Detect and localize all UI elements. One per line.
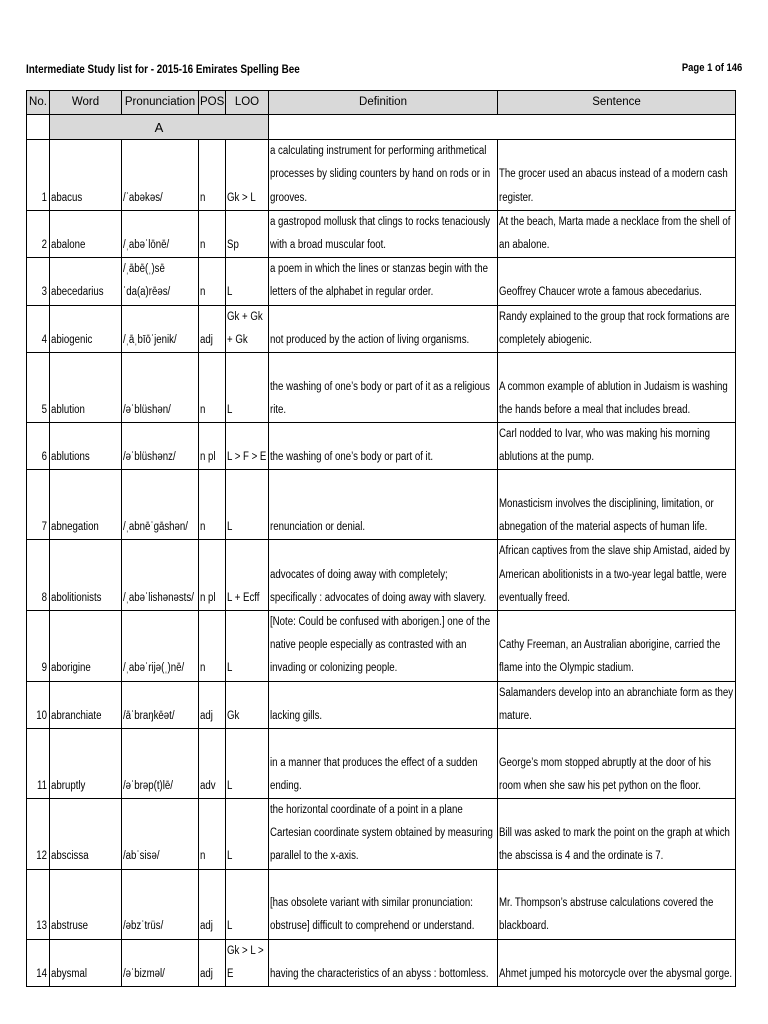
entry-definition: having the characteristics of an abyss : bottomless.	[269, 939, 498, 986]
entry-sentence: The grocer used an abacus instead of a modern cash register.	[498, 140, 736, 211]
study-list-table	[26, 90, 736, 987]
entry-pronunciation: /āˈbraŋkēət/	[122, 681, 199, 728]
entry-definition: a poem in which the lines or stanzas begin with the letters of the alphabet in regular order.	[269, 258, 498, 305]
entry-language-of-origin: L + Ecff	[226, 540, 269, 611]
entry-pos: adj	[199, 305, 226, 352]
entry-word: ablutions	[50, 423, 122, 470]
section-row	[27, 115, 736, 140]
entry-pronunciation: /ˌāˌbīōˈjenik/	[122, 305, 199, 352]
entry-definition: in a manner that produces the effect of a sudden ending.	[269, 729, 498, 799]
entry-pronunciation: /ˌābē(ˌ)sēˈda(a)rēəs/	[122, 258, 199, 305]
page-number: Page 1 of 146	[681, 62, 742, 74]
entry-sentence: Salamanders develop into an abranchiate form as they mature.	[498, 681, 736, 728]
entry-pronunciation: /ˌabəˈrijə(ˌ)nē/	[122, 611, 199, 682]
entry-pos: n	[199, 799, 226, 870]
table-row	[27, 869, 736, 939]
entry-pos: n	[199, 611, 226, 682]
entry-word: abalone	[50, 210, 122, 257]
entry-word: aborigine	[50, 611, 122, 682]
entry-pronunciation: /əˈbrəp(t)lē/	[122, 729, 199, 799]
entry-word: abacus	[50, 140, 122, 211]
entry-word: abranchiate	[50, 681, 122, 728]
entry-pos: n pl	[199, 540, 226, 611]
entry-pos: n	[199, 470, 226, 540]
entry-sentence: Mr. Thompson’s abstruse calculations covered the blackboard.	[498, 869, 736, 939]
table-row	[27, 210, 736, 257]
entry-pronunciation: /əbzˈtrüs/	[122, 869, 199, 939]
column-header-pronunciation: Pronunciation	[122, 91, 199, 115]
entry-language-of-origin: Sp	[226, 210, 269, 257]
entry-definition: not produced by the action of living organisms.	[269, 305, 498, 352]
entry-pos: adj	[199, 869, 226, 939]
entry-pronunciation: /abˈsisə/	[122, 799, 199, 870]
entry-pos: n	[199, 140, 226, 211]
entry-number: 3	[27, 258, 50, 305]
entry-number: 2	[27, 210, 50, 257]
entry-word: abysmal	[50, 939, 122, 986]
entry-word: ablution	[50, 353, 122, 423]
entry-sentence: Cathy Freeman, an Australian aborigine, carried the flame into the Olympic stadium.	[498, 611, 736, 682]
section-letter: A	[50, 115, 269, 140]
entry-sentence: Ahmet jumped his motorcycle over the abysmal gorge.	[498, 939, 736, 986]
entry-number: 7	[27, 470, 50, 540]
entry-pos: n	[199, 258, 226, 305]
entry-word: abiogenic	[50, 305, 122, 352]
entry-definition: lacking gills.	[269, 681, 498, 728]
entry-pronunciation: /ˌabnēˈgāshən/	[122, 470, 199, 540]
entry-pos: adj	[199, 681, 226, 728]
entry-sentence: Randy explained to the group that rock formations are completely abiogenic.	[498, 305, 736, 352]
column-header-word: Word	[50, 91, 122, 115]
entry-word: abnegation	[50, 470, 122, 540]
column-header-pos: POS	[199, 91, 226, 115]
entry-sentence: Carl nodded to Ivar, who was making his morning ablutions at the pump.	[498, 423, 736, 470]
entry-number: 1	[27, 140, 50, 211]
section-spacer	[27, 115, 50, 140]
entry-word: abruptly	[50, 729, 122, 799]
table-row	[27, 799, 736, 870]
column-header-loo: LOO	[226, 91, 269, 115]
entry-sentence: Geoffrey Chaucer wrote a famous abecedarius.	[498, 258, 736, 305]
section-spacer	[269, 115, 736, 140]
entry-definition: the washing of one’s body or part of it as a religious rite.	[269, 353, 498, 423]
entry-pos: n	[199, 210, 226, 257]
entry-sentence: African captives from the slave ship Amistad, aided by American abolitionists in a two-year legal battle, were eventually freed.	[498, 540, 736, 611]
entry-number: 5	[27, 353, 50, 423]
entry-number: 9	[27, 611, 50, 682]
table-row	[27, 258, 736, 305]
entry-word: abscissa	[50, 799, 122, 870]
entry-language-of-origin: L	[226, 353, 269, 423]
entry-definition: [has obsolete variant with similar pronunciation: obstruse] difficult to comprehend or understand.	[269, 869, 498, 939]
table-row	[27, 611, 736, 682]
entry-number: 4	[27, 305, 50, 352]
entry-pronunciation: /əˈbizməl/	[122, 939, 199, 986]
entry-word: abolitionists	[50, 540, 122, 611]
entry-language-of-origin: L	[226, 869, 269, 939]
entry-word: abstruse	[50, 869, 122, 939]
entry-pronunciation: /əˈblüshənz/	[122, 423, 199, 470]
entry-number: 10	[27, 681, 50, 728]
entry-pos: adj	[199, 939, 226, 986]
entry-language-of-origin: Gk	[226, 681, 269, 728]
entry-sentence: A common example of ablution in Judaism is washing the hands before a meal that includes bread.	[498, 353, 736, 423]
table-row	[27, 140, 736, 211]
entry-sentence: George’s mom stopped abruptly at the door of his room when she saw his pet python on the floor.	[498, 729, 736, 799]
column-header-sentence: Sentence	[498, 91, 736, 115]
entry-sentence: Monasticism involves the disciplining, limitation, or abnegation of the material aspects of human life.	[498, 470, 736, 540]
entry-sentence: At the beach, Marta made a necklace from the shell of an abalone.	[498, 210, 736, 257]
entry-definition: the horizontal coordinate of a point in a plane Cartesian coordinate system obtained by measuring parallel to the x-axis.	[269, 799, 498, 870]
column-header-definition: Definition	[269, 91, 498, 115]
entry-pronunciation: /ˈabəkəs/	[122, 140, 199, 211]
entry-definition: [Note: Could be confused with aborigen.] one of the native people especially as contrasted with an invading or colonizing people.	[269, 611, 498, 682]
table-row	[27, 423, 736, 470]
entry-number: 12	[27, 799, 50, 870]
entry-number: 6	[27, 423, 50, 470]
page-title: Intermediate Study list for - 2015-16 Emirates Spelling Bee	[26, 64, 300, 76]
entry-pos: n pl	[199, 423, 226, 470]
entry-pronunciation: /ˌabəˈlishənəsts/	[122, 540, 199, 611]
entry-number: 11	[27, 729, 50, 799]
table-row	[27, 540, 736, 611]
entry-pos: n	[199, 353, 226, 423]
entry-definition: a calculating instrument for performing arithmetical processes by sliding counters by hand on rods or in grooves.	[269, 140, 498, 211]
entry-language-of-origin: L	[226, 258, 269, 305]
table-row	[27, 939, 736, 986]
entry-number: 13	[27, 869, 50, 939]
entry-number: 8	[27, 540, 50, 611]
entry-language-of-origin: L	[226, 470, 269, 540]
entry-language-of-origin: L	[226, 611, 269, 682]
table-header-row	[27, 91, 736, 115]
entry-number: 14	[27, 939, 50, 986]
entry-language-of-origin: Gk + Gk + Gk	[226, 305, 269, 352]
entry-pronunciation: /ˌabəˈlōnē/	[122, 210, 199, 257]
entry-language-of-origin: L > F > E	[226, 423, 269, 470]
entry-sentence: Bill was asked to mark the point on the graph at which the abscissa is 4 and the ordinate is 7.	[498, 799, 736, 870]
entry-definition: the washing of one’s body or part of it.	[269, 423, 498, 470]
entry-word: abecedarius	[50, 258, 122, 305]
entry-language-of-origin: L	[226, 729, 269, 799]
entry-language-of-origin: L	[226, 799, 269, 870]
table-row	[27, 305, 736, 352]
entry-definition: a gastropod mollusk that clings to rocks tenaciously with a broad muscular foot.	[269, 210, 498, 257]
entry-definition: advocates of doing away with completely; specifically : advocates of doing away with slavery.	[269, 540, 498, 611]
table-row	[27, 353, 736, 423]
entry-language-of-origin: Gk > L > E	[226, 939, 269, 986]
entry-language-of-origin: Gk > L	[226, 140, 269, 211]
entry-pos: adv	[199, 729, 226, 799]
entry-definition: renunciation or denial.	[269, 470, 498, 540]
table-row	[27, 729, 736, 799]
entry-pronunciation: /əˈblüshən/	[122, 353, 199, 423]
table-row	[27, 470, 736, 540]
column-header-no: No.	[27, 91, 50, 115]
table-row	[27, 681, 736, 728]
